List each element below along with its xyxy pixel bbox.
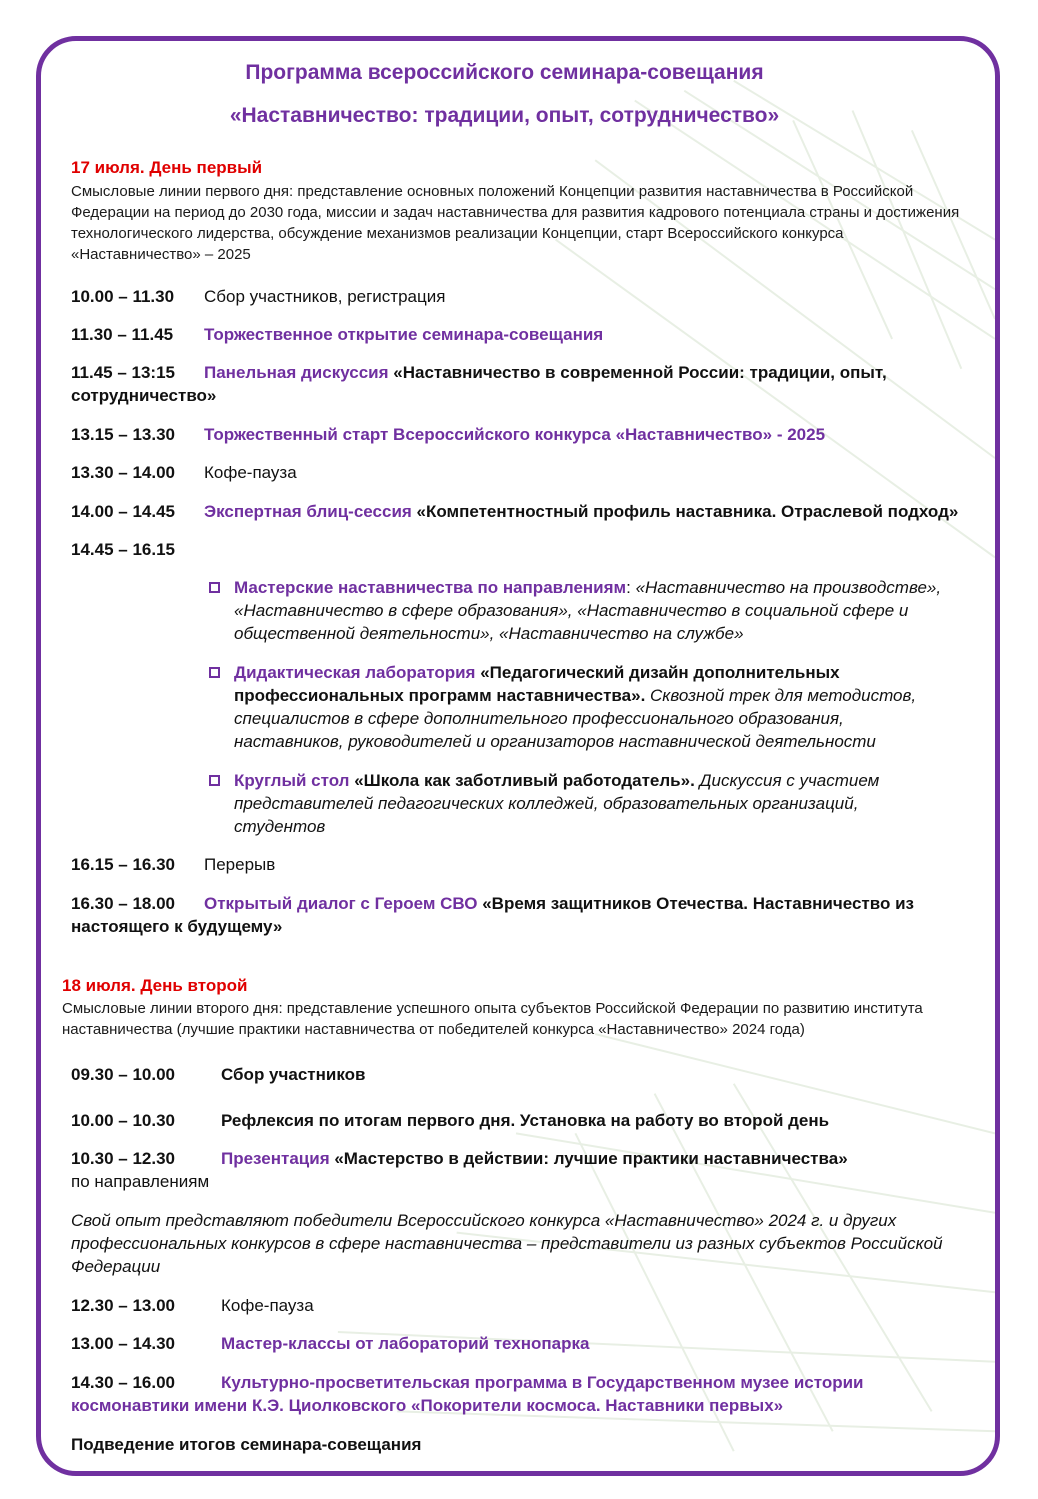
day1-description: Смысловые линии первого дня: представление основных положений Концепции развития наставничества в Российской Федерации на период до 2030 года, миссии и задач наставничества для развития кадрового потенциала страны и достижения технологического лидерства, обсуждение механизмов реализации Концепции, старт Всероссийского конкурса «Наставничество» – 2025 bbox=[71, 183, 960, 263]
schedule-row: 13.30 – 14.00 Кофе-пауза bbox=[71, 463, 297, 482]
parallel-session: Круглый стол «Школа как заботливый работодатель». Дискуссия с участием представителей педагогических колледжей, образовательных организаций, студентов bbox=[234, 771, 880, 836]
checkbox-bullet-icon bbox=[209, 582, 220, 593]
program-frame bbox=[36, 36, 1000, 1476]
schedule-row: 14.30 – 16.00 Культурно-просветительская программа в Государственном музее истории космонавтики имени К.Э. Циолковского «Покорители космоса. Наставники первых» bbox=[71, 1373, 864, 1415]
checkbox-bullet-icon bbox=[209, 667, 220, 678]
program-title-line2: «Наставничество: традиции, опыт, сотрудничество» bbox=[229, 104, 780, 127]
closing-line: Подведение итогов семинара-совещания bbox=[71, 1435, 422, 1454]
day2-heading: 18 июля. День второй bbox=[62, 976, 248, 995]
schedule-row: 10.00 – 10.30 Рефлексия по итогам первого дня. Установка на работу во второй день bbox=[71, 1111, 830, 1130]
day1-heading: 17 июля. День первый bbox=[71, 158, 263, 177]
schedule-row: 13.15 – 13.30 Торжественный старт Всероссийского конкурса «Наставничество» - 2025 bbox=[71, 425, 826, 444]
schedule-row: 10.00 – 11.30 Сбор участников, регистрация bbox=[71, 287, 446, 306]
parallel-session: Мастерские наставничества по направлениям: «Наставничество на производстве», «Наставничество в сфере образования», «Наставничество в социальной сфере и общественной деятельности», «Наставничество на службе» bbox=[234, 578, 942, 643]
schedule-row: 11.45 – 13:15 Панельная дискуссия «Наставничество в современной России: традиции, опыт, сотрудничество» bbox=[71, 363, 887, 405]
schedule-row: 16.15 – 16.30 Перерыв bbox=[71, 855, 276, 874]
schedule-row: 16.30 – 18.00 Открытый диалог с Героем СВО «Время защитников Отечества. Наставничество из настоящего к будущему» bbox=[71, 894, 914, 936]
schedule-row: 13.00 – 14.30 Мастер-классы от лабораторий технопарка bbox=[71, 1334, 590, 1353]
schedule-row: 09.30 – 10.00 Сбор участников bbox=[71, 1065, 366, 1084]
schedule-row: 14.00 – 14.45 Экспертная блиц-сессия «Компетентностный профиль наставника. Отраслевой подход» bbox=[71, 502, 959, 521]
parallel-session: Дидактическая лаборатория «Педагогический дизайн дополнительных профессиональных программ наставничества». Сквозной трек для методистов, специалистов в сфере дополнительного профессионального образования, наставников, руководителей и организаторов наставнической деятельности bbox=[234, 663, 917, 751]
checkbox-bullet-icon bbox=[209, 775, 220, 786]
schedule-row: 12.30 – 13.00 Кофе-пауза bbox=[71, 1296, 314, 1315]
day2-note: Свой опыт представляют победители Всероссийского конкурса «Наставничество» 2024 г. и других профессиональных конкурсов в сфере наставничества – представители из разных субъектов Российской Федерации bbox=[71, 1211, 943, 1276]
schedule-row: 14.45 – 16.15 bbox=[71, 540, 175, 559]
day2-description: Смысловые линии второго дня: представление успешного опыта субъектов Российской Федерации по развитию института наставничества (лучшие практики наставничества от победителей конкурса «Наставничество» 2024 года) bbox=[62, 1000, 923, 1038]
program-title-line1: Программа всероссийского семинара-совещания bbox=[245, 61, 764, 84]
schedule-row: 10.30 – 12.30 Презентация «Мастерство в действии: лучшие практики наставничества» по направлениям bbox=[71, 1149, 848, 1191]
schedule-row: 11.30 – 11.45 Торжественное открытие семинара-совещания bbox=[71, 325, 604, 344]
